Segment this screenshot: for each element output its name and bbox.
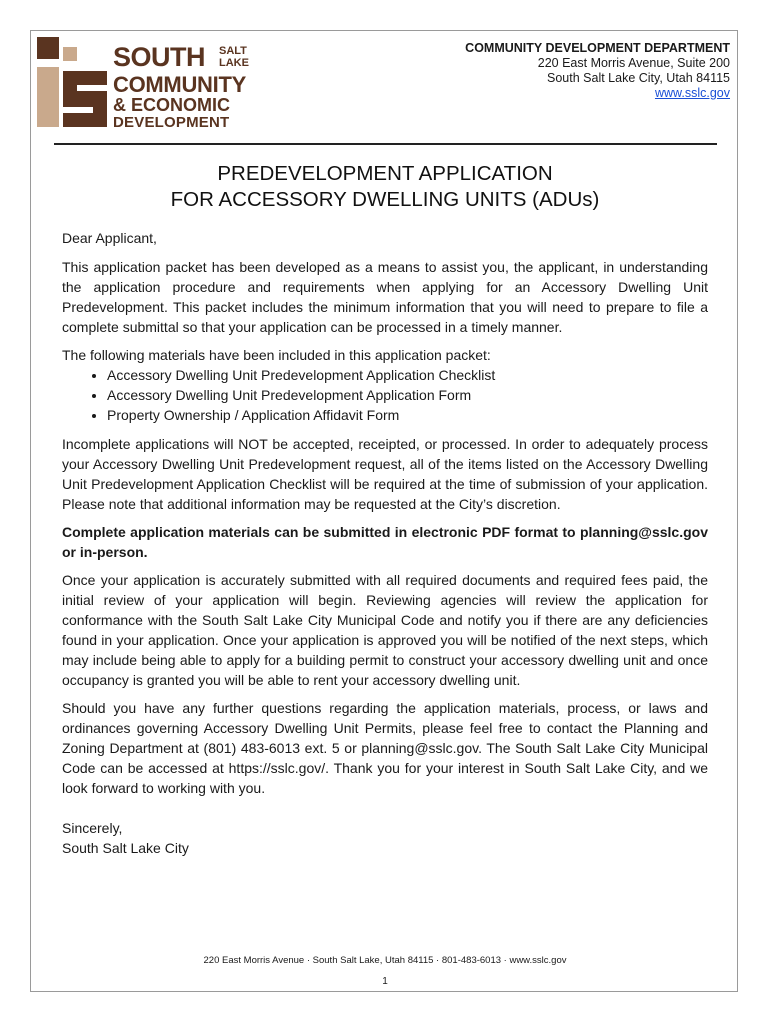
- logo-lake-text: LAKE: [219, 57, 249, 69]
- sslc-logo: [37, 37, 257, 133]
- materials-intro: The following materials have been included in this application packet:: [62, 347, 491, 363]
- review-paragraph: Once your application is accurately submitted with all required documents and required fees paid, the initial review of your application will begin. Reviewing agencies will review the application for conformance with the South Salt Lake City Municipal Code and notify you if there are any deficiencies found in your application. Once your application is approved you will be notified of the next steps, which may include being able to apply for a building permit to construct your accessory dwelling unit and once occupancy is granted you will be able to rent your accessory dwelling unit.: [62, 572, 708, 688]
- city-address: South Salt Lake City, Utah 84115: [547, 71, 730, 85]
- greeting: Dear Applicant,: [62, 230, 157, 246]
- title-line-2: FOR ACCESSORY DWELLING UNITS (ADUs): [170, 188, 600, 211]
- page-number: 1: [382, 976, 388, 987]
- footer-address: 220 East Morris Avenue · South Salt Lake, Utah 84115 · 801-483-6013 · www.sslc.gov: [203, 955, 567, 966]
- letter-body: [62, 228, 708, 866]
- submission-paragraph: Complete application materials can be submitted in electronic PDF format to planning@sslc.gov or in-person.: [62, 524, 708, 560]
- website-link[interactable]: www.sslc.gov: [654, 86, 730, 100]
- questions-paragraph: Should you have any further questions regarding the application materials, process, or laws and ordinances governing Accessory Dwelling Unit Permits, please feel free to contact the Planning and Zoning Department at (801) 483-6013 ext. 5 or planning@sslc.gov. The South Salt Lake City Municipal Code can be accessed at https://sslc.gov/. Thank you for your interest in South Salt Lake City, and we look forward to working with you.: [62, 700, 708, 796]
- materials-list: [62, 365, 708, 425]
- list-item: • Property Ownership / Application Affidavit Form: [107, 405, 708, 425]
- logo-salt-text: SALT: [219, 45, 247, 57]
- intro-paragraph: This application packet has been developed as a means to assist you, the applicant, in understanding the application procedure and requirements when applying for an Accessory Dwelling Unit Predevelopment. This packet includes the minimum information that you will need to prepare to file a complete submittal so that your application can be processed in a timely manner.: [62, 259, 708, 335]
- list-item: • Accessory Dwelling Unit Predevelopment Application Form: [107, 385, 708, 405]
- department-name: COMMUNITY DEVELOPMENT DEPARTMENT: [465, 41, 730, 55]
- page-title: [0, 161, 770, 213]
- header-address: [465, 41, 730, 101]
- logo-community-text: COMMUNITY: [113, 72, 246, 97]
- header-divider: [54, 143, 717, 145]
- street-address: 220 East Morris Avenue, Suite 200: [537, 56, 730, 70]
- title-line-1: PREDEVELOPMENT APPLICATION: [217, 162, 553, 185]
- signature: South Salt Lake City: [62, 840, 189, 856]
- closing: Sincerely,: [62, 820, 123, 836]
- logo-development-text: DEVELOPMENT: [113, 114, 230, 131]
- logo-economic-text: & ECONOMIC: [113, 95, 230, 115]
- incomplete-applications-paragraph: Incomplete applications will NOT be accepted, receipted, or processed. In order to adequately process your Accessory Dwelling Unit Predevelopment request, all of the items listed on the Accessory Dwelling Unit Predevelopment Application Checklist will be required at the time of submission of your application. Please note that additional information may be requested at the City’s discretion.: [62, 436, 708, 512]
- list-item: • Accessory Dwelling Unit Predevelopment Application Checklist: [107, 365, 708, 385]
- logo-south-text: SOUTH: [113, 42, 205, 72]
- logo-mark-icon: [37, 37, 113, 133]
